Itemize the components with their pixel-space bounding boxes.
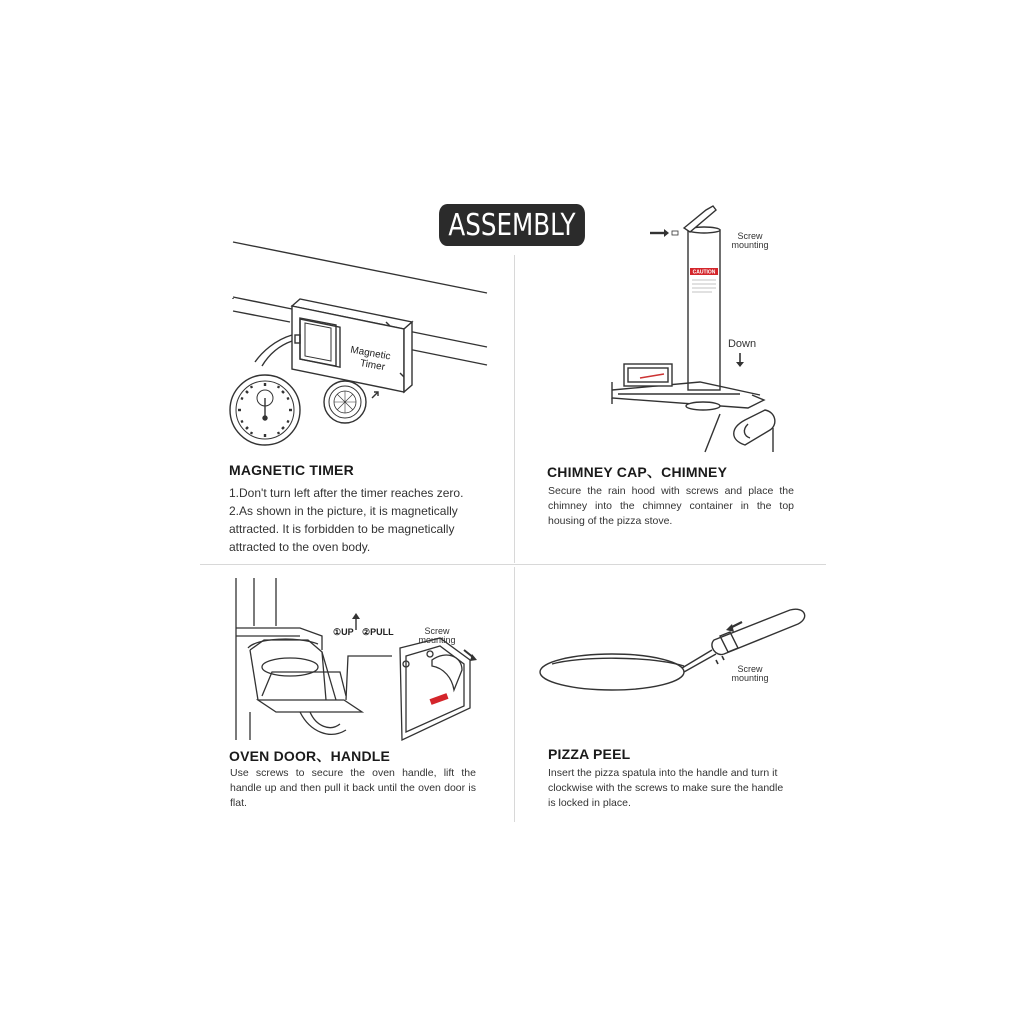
oven-door-screw-label-line1: Screw — [424, 626, 450, 636]
pizza-peel-screw-label-line1: Screw — [737, 664, 763, 674]
page-title: ASSEMBLY — [439, 204, 585, 246]
pizza-peel-instructions — [548, 766, 808, 811]
oven-door-pull-label: ②PULL — [362, 627, 394, 637]
chimney-instructions: Secure the rain hood with screws and place the chimney into the chimney container in the top housing of the pizza stove. — [548, 485, 794, 527]
magnetic-timer-line-3: attracted. It is forbidden to be magnetically — [229, 522, 455, 536]
magnetic-timer-label-line2: Timer — [359, 357, 386, 374]
magnetic-timer-line-4: attracted to the oven body. — [229, 540, 371, 554]
pizza-peel-line-2: clockwise with the screws to make sure the handle — [548, 782, 784, 794]
magnetic-timer-line-1: 1.Don't turn left after the timer reaches zero. — [229, 486, 464, 500]
caution-label: CAUTION — [692, 269, 716, 276]
oven-door-instructions: Use screws to secure the oven handle, lift the handle up and then pull it back until the oven door is flat. — [230, 767, 476, 809]
magnetic-timer-line-2: 2.As shown in the picture, it is magnetically — [229, 504, 458, 518]
pizza-peel-screw-label-line2: mounting — [731, 673, 769, 683]
oven-door-title: OVEN DOOR、HANDLE — [229, 748, 391, 764]
chimney-screw-label-line2: mounting — [731, 240, 769, 250]
pizza-peel-title: PIZZA PEEL — [548, 746, 631, 762]
chimney-down-label: Down — [727, 338, 757, 350]
chimney-screw-label-line1: Screw — [737, 231, 763, 241]
pizza-peel-line-1: Insert the pizza spatula into the handle and turn it — [548, 767, 778, 779]
magnetic-timer-title: MAGNETIC TIMER — [229, 462, 354, 478]
oven-door-screw-label-line2: mounting — [418, 635, 456, 645]
pizza-peel-line-3: is locked in place. — [548, 797, 631, 809]
magnetic-timer-label-line1: Magnetic — [349, 344, 392, 363]
oven-door-up-label: ①UP — [333, 627, 354, 637]
chimney-title: CHIMNEY CAP、CHIMNEY — [547, 464, 728, 480]
